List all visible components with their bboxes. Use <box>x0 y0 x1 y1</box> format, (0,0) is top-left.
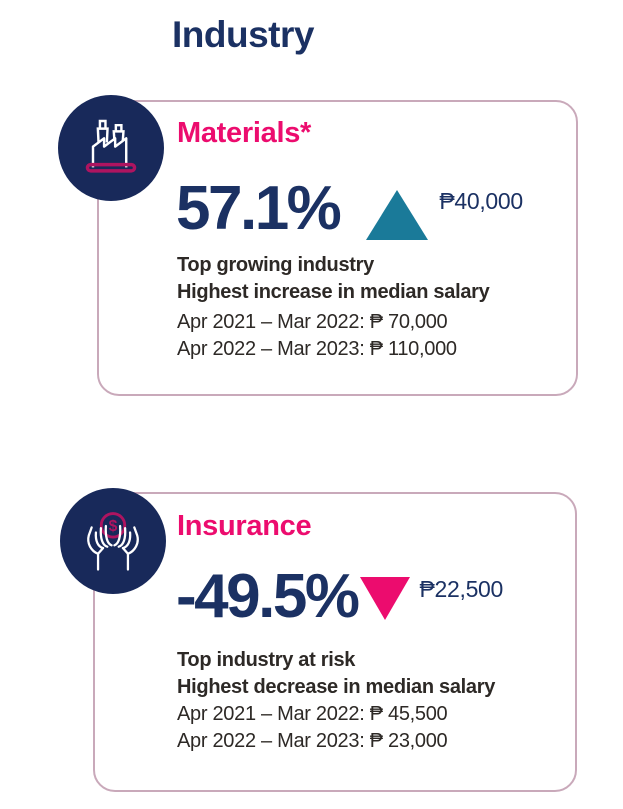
trend-up-icon <box>366 190 428 240</box>
percent-value: 57.1% <box>176 174 340 243</box>
card-title-insurance: Insurance <box>177 510 312 542</box>
period-line: Apr 2021 – Mar 2022: ₱ 45,500 <box>177 703 448 725</box>
card-title-materials: Materials* <box>177 117 312 149</box>
highlight-line: Top growing industry <box>177 254 374 276</box>
period-line: Apr 2022 – Mar 2023: ₱ 110,000 <box>177 338 457 360</box>
highlight-line: Top industry at risk <box>177 649 356 671</box>
highlight-line: Highest increase in median salary <box>177 281 490 303</box>
trend-down-icon <box>360 577 410 620</box>
hands-coin-icon <box>60 488 166 594</box>
materials-stat-row <box>176 174 523 243</box>
svg-text:$: $ <box>108 518 118 536</box>
percent-value: -49.5% <box>176 562 358 631</box>
materials-details <box>177 252 489 363</box>
period-line: Apr 2021 – Mar 2022: ₱ 70,000 <box>177 311 448 333</box>
amount-value: ₱40,000 <box>439 188 523 214</box>
highlight-line: Highest decrease in median salary <box>177 676 496 698</box>
insurance-details <box>177 647 495 755</box>
page-title: Industry <box>172 14 314 55</box>
insurance-stat-row <box>176 562 504 631</box>
factory-icon <box>58 95 164 201</box>
amount-value: ₱22,500 <box>419 576 504 602</box>
period-line: Apr 2022 – Mar 2023: ₱ 23,000 <box>177 730 448 752</box>
